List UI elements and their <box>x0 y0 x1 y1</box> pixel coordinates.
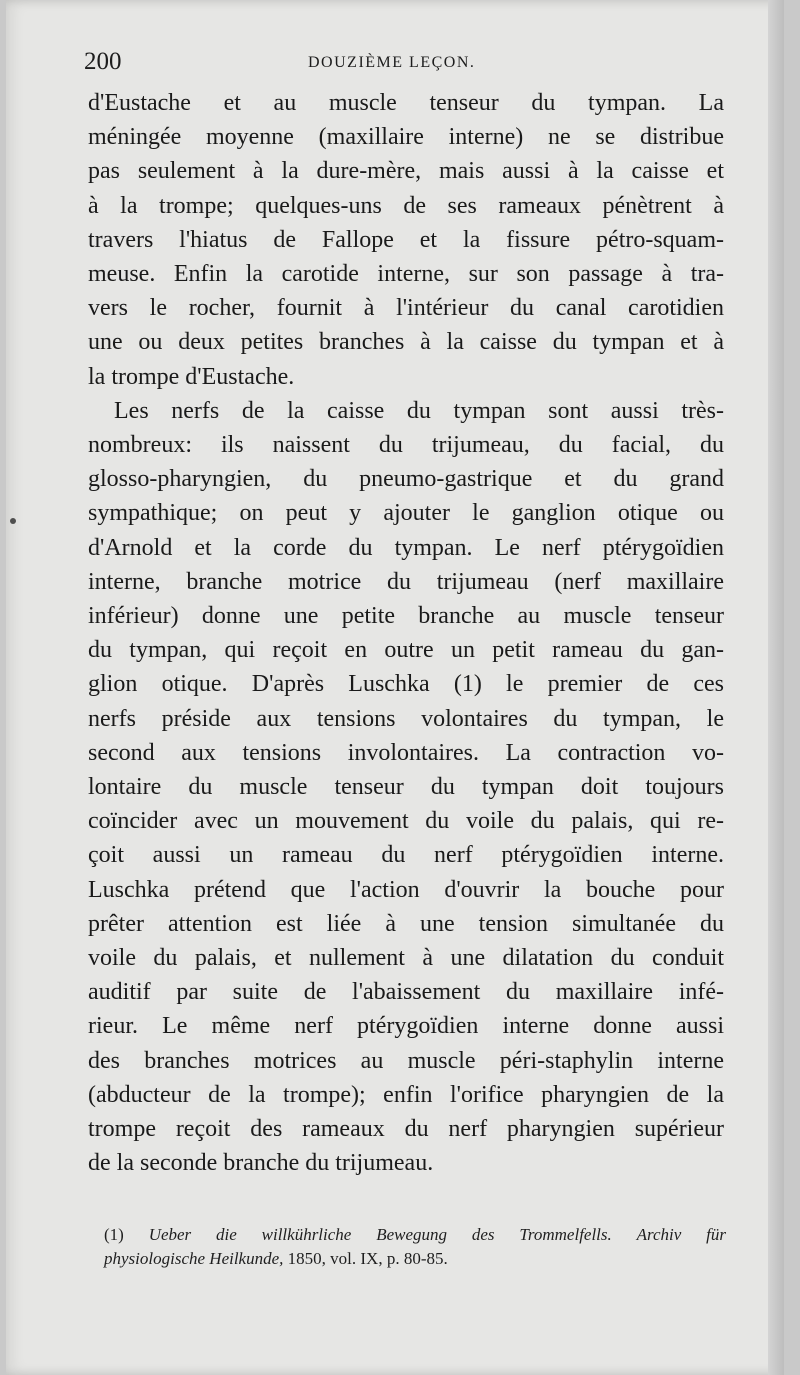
text-line: meuse. Enfin la carotide interne, sur son passage à tra- <box>88 261 724 288</box>
running-head: DOUZIÈME LEÇON. <box>308 54 476 71</box>
text-line: trompe reçoit des rameaux du nerf pharyngien supérieur <box>88 1116 724 1143</box>
paragraph-1 <box>88 86 724 394</box>
text-line: çoit aussi un rameau du nerf ptérygoïdien interne. <box>88 842 724 869</box>
text-line: de la seconde branche du trijumeau. <box>88 1150 434 1177</box>
text-line: lontaire du muscle tenseur du tympan doit toujours <box>88 774 724 801</box>
footnote-journal-name: physiologische Heilkunde, <box>104 1249 284 1268</box>
footnote <box>104 1223 726 1271</box>
page-header <box>84 48 724 78</box>
page-edge-shadow <box>768 0 784 1375</box>
footnote-journal-prefix: Archiv für <box>636 1225 727 1244</box>
body-text <box>88 86 724 1181</box>
text-line: nerfs préside aux tensions volontaires du tympan, le <box>88 705 724 732</box>
footnote-details: 1850, vol. IX, p. 80-85. <box>287 1249 448 1268</box>
text-line: glosso-pharyngien, du pneumo-gastrique et du grand <box>88 466 724 493</box>
text-line: d'Arnold et la corde du tympan. Le nerf ptérygoïdien <box>88 534 724 561</box>
text-line: méningée moyenne (maxillaire interne) ne se distribue <box>88 124 724 151</box>
text-line: à la trompe; quelques-uns de ses rameaux pénètrent à <box>88 192 724 219</box>
text-line: vers le rocher, fournit à l'intérieur du canal carotidien <box>88 295 724 322</box>
footnote-line-2 <box>104 1247 726 1271</box>
text-line: Luschka prétend que l'action d'ouvrir la bouche pour <box>88 876 724 903</box>
text-line: sympathique; on peut y ajouter le ganglion otique ou <box>88 500 724 527</box>
text-line: coïncider avec un mouvement du voile du palais, qui re- <box>88 808 724 835</box>
text-line: auditif par suite de l'abaissement du maxillaire infé- <box>88 979 724 1006</box>
text-line: interne, branche motrice du trijumeau (nerf maxillaire <box>88 568 724 595</box>
text-line: du tympan, qui reçoit en outre un petit rameau du gan- <box>88 637 724 664</box>
book-page <box>6 0 784 1375</box>
text-line: des branches motrices au muscle péri-staphylin interne <box>88 1047 724 1074</box>
text-line: inférieur) donne une petite branche au muscle tenseur <box>88 603 724 630</box>
ink-speck <box>10 518 16 524</box>
footnote-line-1 <box>104 1223 726 1247</box>
text-line: la trompe d'Eustache. <box>88 363 295 390</box>
text-line: (abducteur de la trompe); enfin l'orifice pharyngien de la <box>88 1081 724 1108</box>
text-line: voile du palais, et nullement à une dilatation du conduit <box>88 945 724 972</box>
paragraph-2 <box>88 394 724 1181</box>
text-line: glion otique. D'après Luschka (1) le premier de ces <box>88 671 724 698</box>
text-line: nombreux: ils naissent du trijumeau, du facial, du <box>88 432 724 459</box>
page-number: 200 <box>84 48 122 75</box>
text-line: d'Eustache et au muscle tenseur du tympan. La <box>88 90 724 116</box>
text-line: une ou deux petites branches à la caisse du tympan et à <box>88 329 724 356</box>
footnote-title: Ueber die willkührliche Bewegung des Trommelfells. <box>148 1225 612 1244</box>
text-line: travers l'hiatus de Fallope et la fissure pétro-squam- <box>88 226 724 253</box>
footnote-marker: (1) <box>104 1225 124 1244</box>
text-line: second aux tensions involontaires. La contraction vo- <box>88 739 724 766</box>
text-line: pas seulement à la dure-mère, mais aussi à la caisse et <box>88 158 724 185</box>
text-line: rieur. Le même nerf ptérygoïdien interne donne aussi <box>88 1013 724 1040</box>
text-line: Les nerfs de la caisse du tympan sont aussi très- <box>114 397 724 424</box>
text-line: prêter attention est liée à une tension simultanée du <box>88 910 724 937</box>
